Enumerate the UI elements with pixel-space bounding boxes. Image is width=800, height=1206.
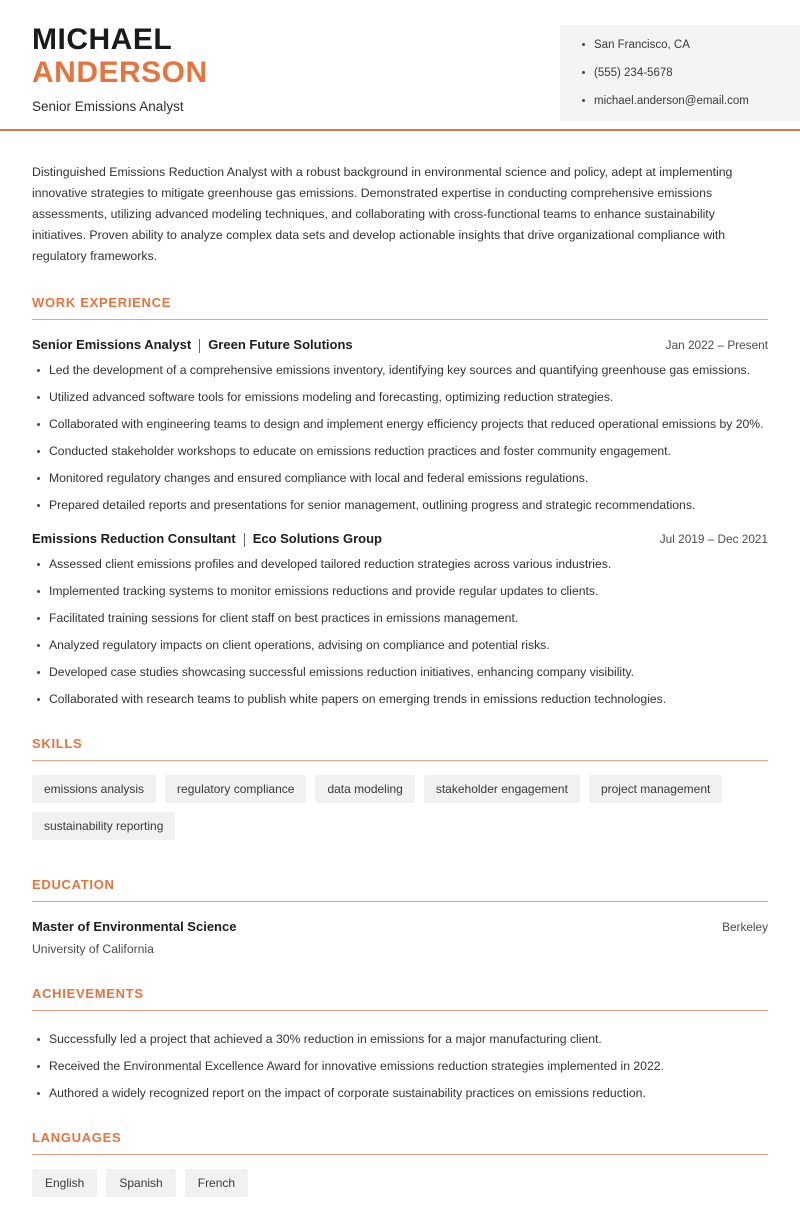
list-item: Conducted stakeholder workshops to educate on emissions reduction practices and foster community engagement. <box>32 443 768 460</box>
section-work-experience <box>32 295 768 708</box>
language-tag: English <box>32 1169 97 1197</box>
languages-tag-list <box>32 1169 768 1206</box>
name-block <box>32 24 208 116</box>
experience-company: Eco Solutions Group <box>252 531 382 546</box>
skill-tag: emissions analysis <box>32 775 156 803</box>
section-title-languages: LANGUAGES <box>32 1130 122 1145</box>
experience-entry <box>32 530 768 708</box>
first-name: MICHAEL <box>32 23 173 56</box>
contact-location: San Francisco, CA <box>582 37 800 53</box>
section-divider <box>32 901 768 902</box>
skill-tag: regulatory compliance <box>165 775 306 803</box>
list-item: Collaborated with engineering teams to design and implement energy efficiency projects that reduced operational emissions by 20%. <box>32 416 768 433</box>
skill-tag: data modeling <box>315 775 414 803</box>
experience-role: Senior Emissions Analyst <box>32 337 192 352</box>
list-item: Facilitated training sessions for client staff on best practices in emissions management. <box>32 610 768 627</box>
achievements-bullets <box>32 1031 768 1102</box>
experience-date: Jul 2019 – Dec 2021 <box>659 532 768 546</box>
education-location: Berkeley <box>722 920 768 934</box>
list-item: Assessed client emissions profiles and developed tailored reduction strategies across various industries. <box>32 556 768 573</box>
skill-tag: project management <box>589 775 722 803</box>
education-entry <box>32 918 768 958</box>
list-item: Utilized advanced software tools for emissions modeling and forecasting, optimizing reduction strategies. <box>32 389 768 406</box>
last-name: ANDERSON <box>32 56 208 89</box>
section-title-achievements: ACHIEVEMENTS <box>32 986 144 1001</box>
language-tag: Spanish <box>106 1169 175 1197</box>
experience-bullets <box>32 556 768 708</box>
section-achievements <box>32 986 768 1102</box>
section-title-skills: SKILLS <box>32 736 83 751</box>
section-divider <box>32 760 768 761</box>
experience-bullets <box>32 362 768 514</box>
list-item: Analyzed regulatory impacts on client operations, advising on compliance and potential risks. <box>32 637 768 654</box>
experience-title <box>32 336 353 354</box>
skill-tag: sustainability reporting <box>32 812 175 840</box>
header-divider <box>0 129 800 131</box>
section-divider <box>32 1010 768 1011</box>
section-divider <box>32 1154 768 1155</box>
section-skills <box>32 736 768 849</box>
title-separator-icon <box>199 339 200 353</box>
skills-tag-list <box>32 775 768 849</box>
header-job-title: Senior Emissions Analyst <box>32 99 184 114</box>
title-separator-icon <box>244 533 245 547</box>
resume-body <box>0 162 800 1206</box>
list-item: Developed case studies showcasing successful emissions reduction initiatives, enhancing company visibility. <box>32 664 768 681</box>
list-item: Authored a widely recognized report on the impact of corporate sustainability practices on emissions reduction. <box>32 1085 768 1102</box>
section-education <box>32 877 768 958</box>
language-tag: French <box>185 1169 248 1197</box>
education-entry-head <box>32 918 768 936</box>
list-item: Collaborated with research teams to publish white papers on emerging trends in emissions reduction technologies. <box>32 691 768 708</box>
section-title-education: EDUCATION <box>32 877 115 892</box>
experience-company: Green Future Solutions <box>208 337 353 352</box>
contact-list <box>582 37 800 109</box>
list-item: Led the development of a comprehensive emissions inventory, identifying key sources and quantifying greenhouse gas emissions. <box>32 362 768 379</box>
contact-box <box>560 25 800 121</box>
experience-entry <box>32 336 768 514</box>
section-title-work-experience: WORK EXPERIENCE <box>32 295 172 310</box>
contact-email[interactable]: michael.anderson@email.com <box>582 93 800 109</box>
section-divider <box>32 319 768 320</box>
experience-date: Jan 2022 – Present <box>665 338 768 352</box>
resume-header <box>0 0 800 130</box>
list-item: Received the Environmental Excellence Award for innovative emissions reduction strategies implemented in 2022. <box>32 1058 768 1075</box>
professional-summary: Distinguished Emissions Reduction Analyst with a robust background in environmental science and policy, adept at implementing innovative strategies to mitigate greenhouse gas emissions. Demonstrated expertise in conducting comprehensive emissions assessments, utilizing advanced modeling techniques, and collaborating with cross-functional teams to enhance sustainability initiatives. Proven ability to analyze complex data sets and develop actionable insights that drive organizational compliance with regulatory frameworks. <box>32 165 733 263</box>
experience-entry-head <box>32 336 768 354</box>
skill-tag: stakeholder engagement <box>424 775 580 803</box>
education-school: University of California <box>32 942 154 956</box>
experience-entry-head <box>32 530 768 548</box>
list-item: Monitored regulatory changes and ensured compliance with local and federal emissions regulations. <box>32 470 768 487</box>
contact-phone[interactable]: (555) 234-5678 <box>582 65 800 81</box>
education-degree: Master of Environmental Science <box>32 919 237 934</box>
experience-title <box>32 530 382 548</box>
list-item: Successfully led a project that achieved a 30% reduction in emissions for a major manufacturing client. <box>32 1031 768 1048</box>
experience-role: Emissions Reduction Consultant <box>32 531 236 546</box>
section-languages <box>32 1130 768 1206</box>
list-item: Prepared detailed reports and presentations for senior management, outlining progress and strategic recommendations. <box>32 497 768 514</box>
list-item: Implemented tracking systems to monitor emissions reductions and provide regular updates to clients. <box>32 583 768 600</box>
